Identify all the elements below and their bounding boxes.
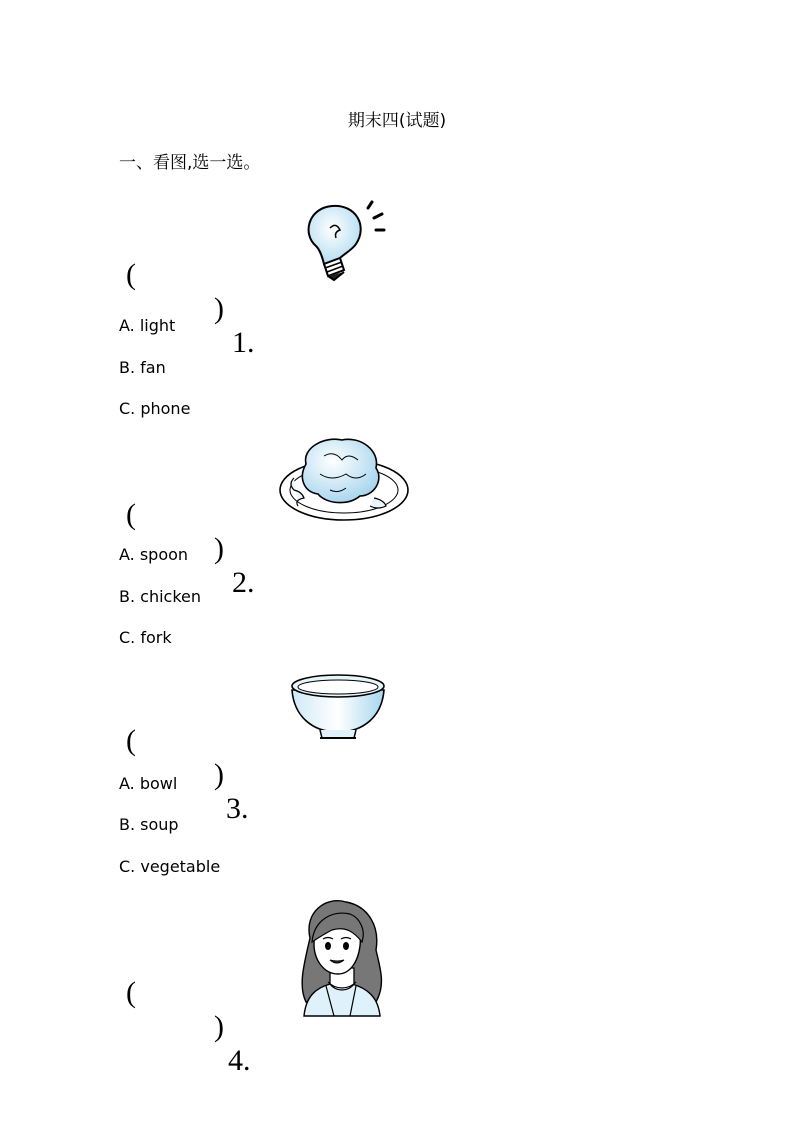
bowl-icon [288,672,388,744]
section-heading: 一、看图,选一选。 [119,153,261,173]
option-b: B. chicken [119,587,202,606]
answer-open-paren: ( [126,258,136,291]
option-a: A. spoon [119,545,189,564]
answer-close-paren: ) [214,532,224,565]
option-b: B. fan [119,358,166,377]
woman-portrait-icon [296,898,386,1018]
answer-close-paren: ) [214,1010,224,1043]
answer-open-paren: ( [126,498,136,531]
question-number: 3. [226,792,249,825]
page-title: 期末四(试题) [347,111,447,131]
question-number: 1. [232,326,255,359]
answer-open-paren: ( [126,724,136,757]
option-b: B. soup [119,815,179,834]
option-a: A. bowl [119,774,178,793]
light-bulb-icon [296,198,392,284]
chicken-plate-icon [276,434,412,524]
option-c: C. vegetable [119,857,221,876]
answer-close-paren: ) [214,292,224,325]
question-number: 2. [232,566,255,599]
answer-open-paren: ( [126,976,136,1009]
option-c: C. phone [119,399,191,418]
question-4-line [126,942,266,1077]
option-c: C. fork [119,628,172,647]
option-a: A. light [119,316,176,335]
answer-close-paren: ) [214,758,224,791]
question-number: 4. [228,1044,251,1077]
